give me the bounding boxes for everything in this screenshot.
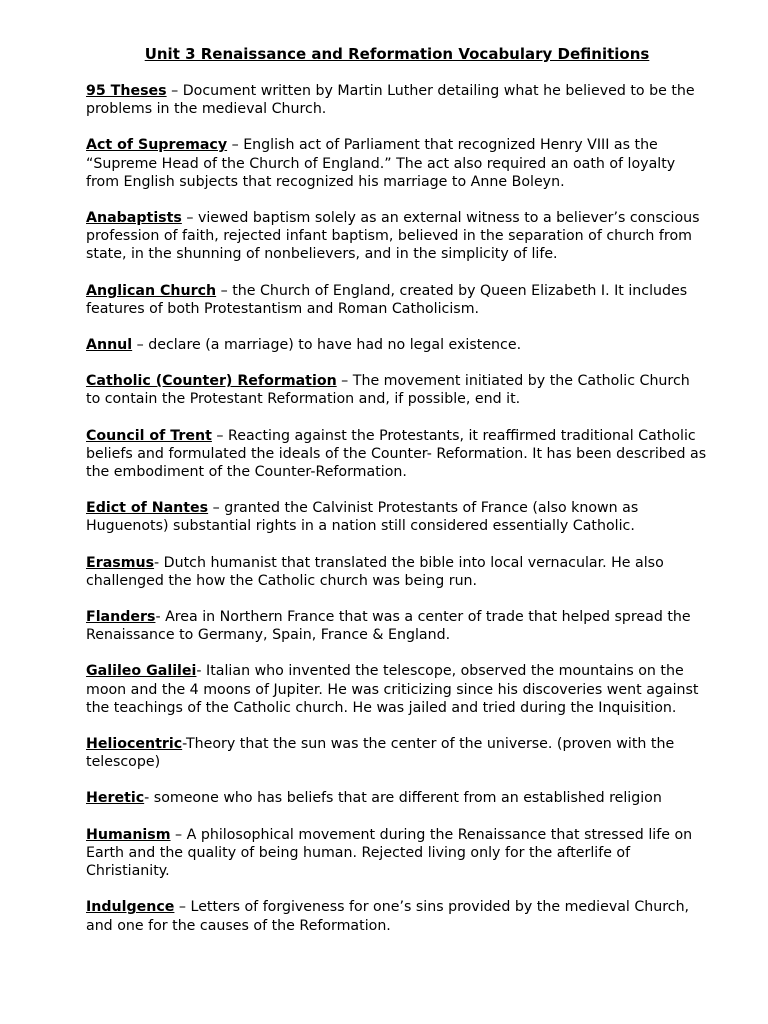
vocab-definition: - Dutch humanist that translated the bible into local vernacular. He also challenged the how the Catholic church was being run. — [86, 554, 664, 589]
vocab-definition: – viewed baptism solely as an external witness to a believer’s conscious profession of faith, rejected infant baptism, believed in the separation of church from state, in the shunning of nonbelievers, and in the simplicity of life. — [86, 210, 700, 263]
vocab-entry-galileo-galilei — [86, 662, 708, 717]
vocab-entry-erasmus — [86, 554, 708, 590]
vocab-definition: - Area in Northern France that was a center of trade that helped spread the Renaissance to Germany, Spain, France & England. — [86, 609, 691, 644]
vocab-term: Indulgence — [86, 899, 175, 916]
vocab-entry-heliocentric — [86, 735, 708, 771]
vocab-term: Annul — [86, 337, 133, 354]
vocab-definition: – English act of Parliament that recognized Henry VIII as the “Supreme Head of the Church of England.” The act also required an oath of loyalty from English subjects that recognized his marriage to Anne Boleyn. — [86, 137, 676, 190]
vocab-entry-anabaptists — [86, 209, 708, 264]
vocab-term: Flanders — [86, 609, 156, 626]
vocab-entry-catholic-reformation — [86, 372, 708, 408]
vocab-entry-act-of-supremacy — [86, 136, 708, 191]
vocab-definition: – granted the Calvinist Protestants of France (also known as Huguenots) substantial rights in a nation still considered essentially Catholic. — [86, 500, 639, 535]
vocab-term: Council of Trent — [86, 427, 212, 444]
vocab-entry-edict-of-nantes — [86, 499, 708, 535]
vocab-term: Humanism — [86, 826, 171, 843]
vocab-entry-humanism — [86, 826, 708, 881]
vocab-term: Heretic — [86, 790, 145, 807]
vocab-entry-annul — [86, 336, 708, 354]
vocab-term: 95 Theses — [86, 83, 167, 99]
vocab-entry-95-theses — [86, 82, 708, 118]
vocab-definition: – A philosophical movement during the Renaissance that stressed life on Earth and the quality of being human. Rejected living only for the afterlife of Christianity. — [86, 826, 693, 880]
vocab-entry-heretic — [86, 789, 708, 807]
vocab-term: Erasmus — [86, 554, 155, 571]
vocab-definition: – the Church of England, created by Queen Elizabeth I. It includes features of both Protestantism and Roman Catholicism. — [86, 282, 688, 317]
document-page — [86, 44, 708, 953]
vocab-entry-indulgence — [86, 898, 708, 934]
vocab-term: Galileo Galilei — [86, 663, 197, 680]
vocab-term: Anabaptists — [86, 210, 182, 227]
document-title: Unit 3 Renaissance and Reformation Vocabulary Definitions — [144, 45, 650, 63]
vocab-term: Edict of Nantes — [86, 500, 209, 517]
vocab-definition: – Letters of forgiveness for one’s sins provided by the medieval Church, and one for the causes of the Reformation. — [86, 899, 690, 934]
vocab-term: Heliocentric — [86, 736, 183, 753]
vocab-definition: – declare (a marriage) to have had no legal existence. — [132, 337, 522, 354]
vocab-definition: - someone who has beliefs that are different from an established religion — [144, 790, 662, 807]
vocab-term: Catholic (Counter) Reformation — [86, 373, 337, 390]
vocab-entry-anglican-church — [86, 282, 708, 318]
vocab-entry-council-of-trent — [86, 427, 708, 482]
vocab-definition: – The movement initiated by the Catholic Church to contain the Protestant Reformation and, if possible, end it. — [86, 373, 690, 408]
vocab-term: Anglican Church — [86, 282, 217, 299]
vocab-definition: – Document written by Martin Luther detailing what he believed to be the problems in the medieval Church. — [86, 83, 695, 118]
vocab-term: Act of Supremacy — [86, 137, 228, 154]
vocab-definition: – Reacting against the Protestants, it reaffirmed traditional Catholic beliefs and formulated the ideals of the Counter- Reformation. It has been described as the embodiment of the Counter-Reformation. — [86, 427, 707, 481]
vocab-definition: -Theory that the sun was the center of the universe. (proven with the telescope) — [86, 736, 675, 771]
vocab-definition: - Italian who invented the telescope, observed the mountains on the moon and the 4 moons of Jupiter. He was criticizing since his discoveries went against the teachings of the Catholic church. He was jailed and tried during the Inquisition. — [86, 663, 699, 716]
vocab-entry-flanders — [86, 608, 708, 644]
